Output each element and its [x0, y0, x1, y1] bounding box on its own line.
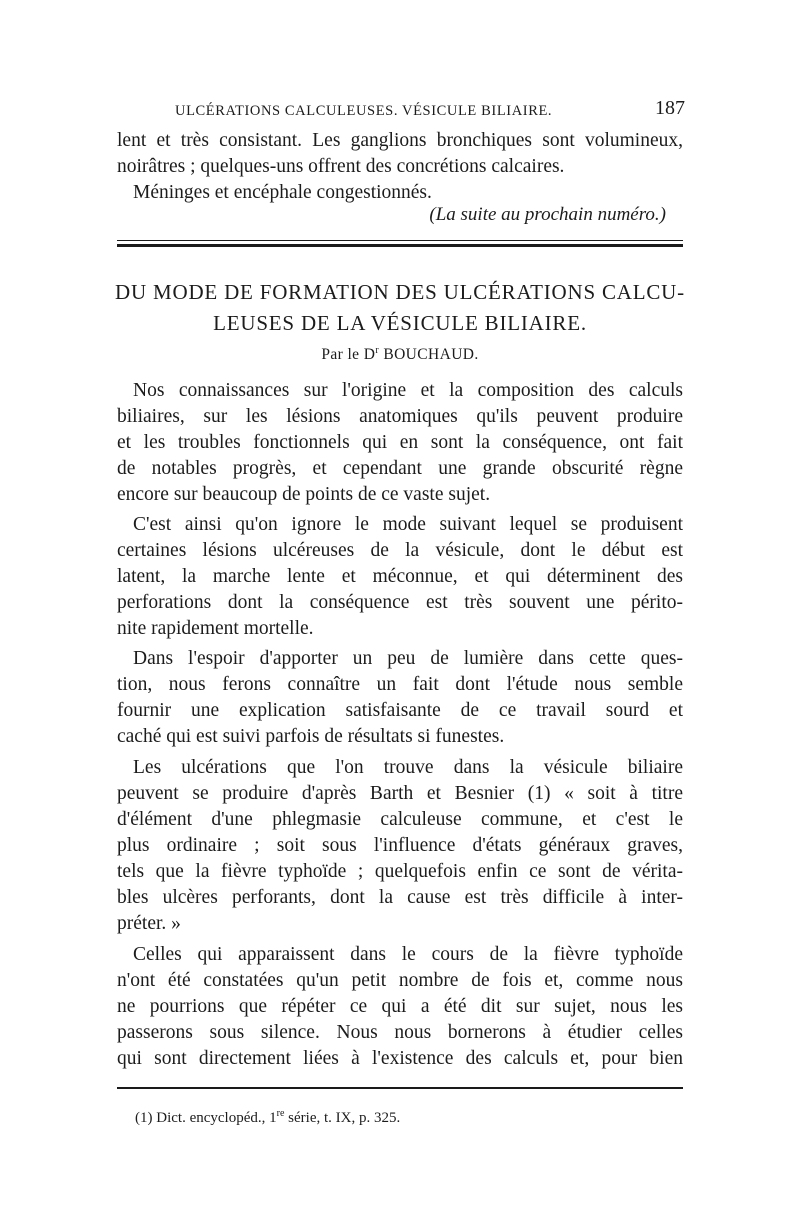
page-number: 187	[655, 97, 685, 119]
previous-article-line: noirâtres ; quelques-uns offrent des concrétions calcaires.	[117, 156, 565, 177]
running-title: ULCÉRATIONS CALCULEUSES. VÉSICULE BILIAIRE.	[175, 103, 553, 119]
body-line: n'ont été constatées qu'un petit nombre de fois et, comme nous	[117, 970, 683, 991]
running-head	[175, 97, 685, 125]
body-line: C'est ainsi qu'on ignore le mode suivant lequel se produisent	[133, 514, 683, 535]
body-line: certaines lésions ulcéreuses de la vésicule, dont le début est	[117, 540, 683, 561]
byline-superscript: r	[375, 345, 380, 356]
body-line: Celles qui apparaissent dans le cours de la fièvre typhoïde	[133, 944, 683, 965]
body-line: passerons sous silence. Nous nous bornerons à étudier celles	[117, 1022, 683, 1043]
body-line: fournir une explication satisfaisante de ce travail sourd et	[117, 700, 683, 721]
body-line: perforations dont la conséquence est très souvent une périto-	[117, 592, 683, 613]
body-line: latent, la marche lente et méconnue, et qui déterminent des	[117, 566, 683, 587]
continuation-note: (La suite au prochain numéro.)	[429, 204, 666, 225]
previous-article-line: Méninges et encéphale congestionnés.	[133, 182, 432, 203]
body-line: tels que la fièvre typhoïde ; quelquefois enfin ce sont de vérita-	[117, 861, 683, 882]
body-line: caché qui est suivi parfois de résultats si funestes.	[117, 726, 505, 747]
section-divider-thick	[117, 244, 683, 247]
footnote-divider	[117, 1087, 683, 1089]
body-line: préter. »	[117, 913, 181, 934]
footnote-suffix: série, t. IX, p. 325.	[284, 1110, 401, 1126]
byline-prefix: Par le D	[321, 346, 376, 364]
article-title-line-2: LEUSES DE LA VÉSICULE BILIAIRE.	[213, 311, 587, 335]
body-line: plus ordinaire ; soit sous l'influence d'états généraux graves,	[117, 835, 683, 856]
body-line: Les ulcérations que l'on trouve dans la vésicule biliaire	[133, 757, 683, 778]
article-byline	[117, 345, 683, 364]
footnote-prefix: (1) Dict. encyclopéd., 1	[135, 1110, 277, 1126]
body-line: biliaires, sur les lésions anatomiques qu'ils peuvent produire	[117, 406, 683, 427]
body-line: encore sur beaucoup de points de ce vaste sujet.	[117, 484, 491, 505]
section-divider-thin	[117, 240, 683, 241]
body-line: Nos connaissances sur l'origine et la composition des calculs	[133, 380, 683, 401]
footnote-superscript: re	[276, 1108, 285, 1119]
body-line: peuvent se produire d'après Barth et Besnier (1) « soit à titre	[117, 783, 683, 804]
body-line: tion, nous ferons connaître un fait dont l'étude nous semble	[117, 674, 683, 695]
body-line: nite rapidement mortelle.	[117, 618, 314, 639]
body-line: ne pourrions que répéter ce qui a été dit sur sujet, nous les	[117, 996, 683, 1017]
body-line: Dans l'espoir d'apporter un peu de lumière dans cette ques-	[133, 648, 683, 669]
body-line: qui sont directement liées à l'existence des calculs et, pour bien	[117, 1048, 683, 1069]
byline-author: BOUCHAUD.	[379, 346, 479, 364]
article-title-line-1: DU MODE DE FORMATION DES ULCÉRATIONS CALCU-	[115, 280, 685, 304]
body-line: bles ulcères perforants, dont la cause est très difficile à inter-	[117, 887, 683, 908]
body-line: de notables progrès, et cependant une grande obscurité règne	[117, 458, 683, 479]
body-line: et les troubles fonctionnels qui en sont la conséquence, ont fait	[117, 432, 683, 453]
footnote	[135, 1108, 400, 1127]
previous-article-line: lent et très consistant. Les ganglions bronchiques sont volumineux,	[117, 130, 683, 151]
body-line: d'élément d'une phlegmasie calculeuse commune, et c'est le	[117, 809, 683, 830]
